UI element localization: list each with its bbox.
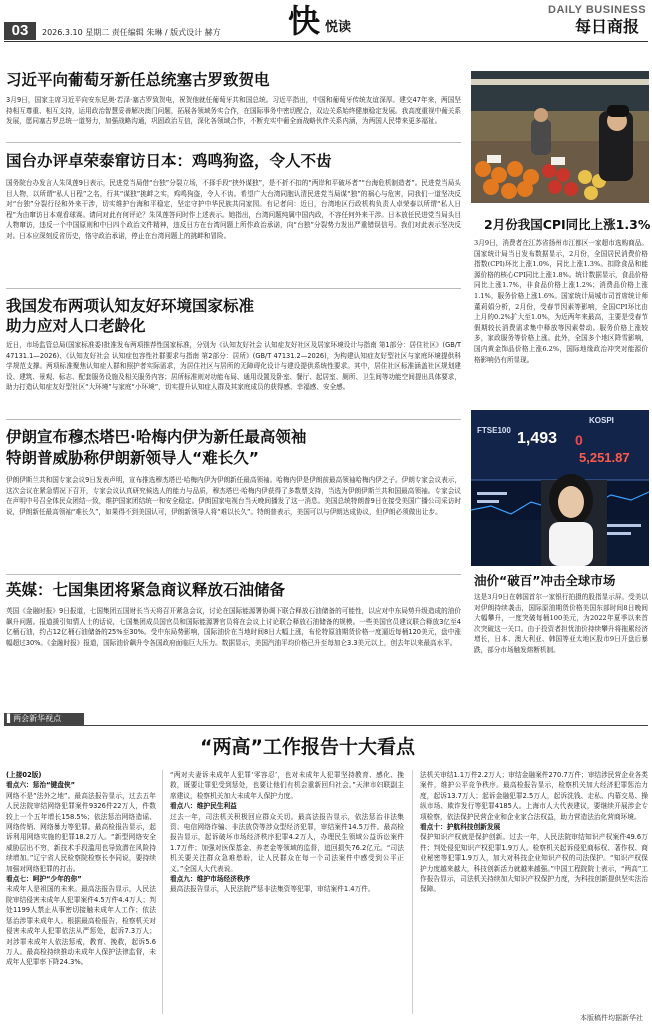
sidebar-body: 这是3月9日在韩国首尔一家银行拍摄的股指显示屏。受美以对伊朗持续袭击，国际原油期货价格美国东部时间8日晚间大幅攀升，一度突破每桶100美元，为2022年夏季以来首次突破这一关口。由于投资者担忧油价持续攀升将拖累经济增长，日本、澳大利亚、韩国等亚太地区股市9日开盘后暴跌，部分市场触发熔断机制。 (474, 593, 648, 654)
text-column (420, 770, 648, 1010)
divider (6, 142, 461, 143)
column-divider (412, 770, 413, 1014)
subheading: 看点十：护航科技创新发展 (420, 823, 501, 832)
sidebar-title: 油价“破百”冲击全球市场 (474, 573, 616, 588)
paragraph: 过去一年，司法机关积极回应群众关切。最高法报告显示，依法惩治非法集资、电信网络诈骗、非法放贷等涉众型经济犯罪，审结案件14.5万件。最高检报告显示，起诉破坏市场经济秩序犯罪4.2万人，办理民生领域公益诉讼案件1.7万件；加强对医保基金、养老金等领域的监督，追回损失76.2亿元。“司法机关要关注群众急难愁盼，让人民群众在每一个司法案件中感受到公平正义。”全国人大代表说。 (170, 812, 404, 873)
section-logo-big: 快 (288, 2, 321, 40)
article-body: 英国《金融时报》9日报道，七国集团五国财长当天将召开紧急会议，讨论在国际能源署协调下联合释放石油储备的可能性，以应对中东局势升级造成的油价飙升问题。报道援引知情人士的话说，七国集团成员国官员和国际能源署官员将在会议上讨论联合释放石油储备的规模。一些美国官员建议联合释放3亿至4亿桶石油，约占12亿桶石油储备的25%至30%。受中东局势影响，国际油价在当地时间8日大幅上涨，布伦特原油期货价格一度逼近每桶120美元，盘中涨幅超过30%。《金融时报》报道，国际油价飙升令各国政府面临巨大压力。数据显示，美国汽油平均价格已升至每加仑3.3美元以上，创去年以来最高水平。 (6, 607, 461, 647)
text-column (6, 770, 156, 1014)
newspaper-brand: 每日商报 (575, 17, 640, 36)
section-rule (4, 725, 648, 726)
screen-index-value: 1,493 (517, 430, 558, 447)
section-logo-small: 悦读 (325, 20, 352, 35)
supermarket-photo (471, 71, 649, 203)
column-divider (162, 770, 163, 1014)
supplement-title: “两高”工作报告十大看点 (200, 736, 415, 758)
article-title-line: 伊朗宣布穆杰塔巴·哈梅内伊为新任最高领袖 (6, 428, 307, 446)
article-body: 3月9日，国家主席习近平向安东尼奥·若泽·塞古罗致贺电，祝贺他就任葡萄牙共和国总统。习近平指出，中国和葡萄牙传统友谊深厚。建交47年来，两国坚持相互尊重、相互支持，运用政治智慧妥善解决澳门问题，拓展各领域务实合作，在国际事务中密切配合，双边关系始终健康稳定发展。我高度重视中葡关系发展，愿同塞古罗总统一道努力，加强战略沟通，巩固政治互信，深化各领域合作，不断充实中葡全面战略伙伴关系内涵，为两国人民带来更多福祉。 (6, 96, 461, 126)
subheading: 看点九：维护市场经济秩序 (170, 875, 251, 884)
article-title-line: 特朗普威胁称伊朗新领导人“难长久” (6, 449, 259, 467)
article-title: 国台办评卓荣泰窜访日本：鸡鸣狗盗，令人不齿 (6, 152, 332, 170)
section-tag: ▌两会新华视点 (4, 713, 84, 725)
screen-index-name: FTSE100 (477, 426, 511, 435)
subheading: 看点七：呵护“少年的你” (6, 875, 82, 884)
page-number: 03 (4, 22, 36, 40)
paragraph: 法机关审结1.1万件2.2万人；审结金融案件270.7万件；审结涉民营企业各类案件，维护公平竞争秩序。最高检报告显示，检察机关加大经济犯罪惩治力度，起诉13.7万人；起诉金融犯罪2.5万人，起诉洗钱、走私、内幕交易、操纵市场、欺诈发行等犯罪4185人。上海市人大代表建议，要继续开展涉企专项检察，依法保护民营企业和企业家合法权益，助力营造法治化营商环境。 (420, 771, 648, 821)
dateline: 2026.3.10 星期二 责任编辑 朱琳 / 版式设计 赫方 (42, 28, 221, 37)
screen-index-change: 0 (575, 432, 583, 448)
subheading: 看点六：惩治“键盘侠” (6, 781, 75, 790)
stock-screen-photo (471, 410, 649, 566)
article-title: 英媒：七国集团将紧急商议释放石油储备 (6, 581, 286, 599)
paragraph: 保护知识产权就是保护创新。过去一年，人民法院审结知识产权案件49.6万件；判处侵犯知识产权犯罪1.9万人。检察机关起诉侵犯商标权、著作权、商业秘密等犯罪1.9万人，加大对科技企业知识产权的司法保护。“知识产权保护力度越来越大，科技创新活力就越来越强。”中国工程院院士表示，“两高”工作报告显示，司法机关持续加大知识产权保护力度，为科技创新提供坚实法治保障。 (420, 833, 648, 894)
header-rule (4, 41, 648, 42)
page-footer-credit: 本版稿件均据新华社 (580, 1014, 643, 1022)
article-title-line: 我国发布两项认知友好环境国家标准 (6, 297, 255, 315)
sidebar-body: 3月9日，消费者在江苏省扬州市江都区一家超市选购商品。国家统计局当日发布数据显示，2月份，全国居民消费价格指数(CPI)环比上涨1.0%，同比上涨1.3%。扣除食品和能源价格的核心CPI同比上涨1.8%。统计数据显示，食品价格同比上涨1.7%，非食品价格上涨1.2%；消费品价格上涨1.1%，服务价格上涨1.6%。国家统计局城市司首席统计师董莉娟分析，2月份，受春节因素等影响，全国CPI环比由上月的0.2%扩大至1.0%，为近两年来最高，主要是受春节假期较长消费需求集中释放等因素带动。服务价格上涨较多，家政服务等价格上涨。此外，全国多个地区降雪影响，国内黄金饰品价格上涨6.2%，国际地缘政治冲突对能源价格影响仍有所显现。 (474, 239, 648, 364)
article-body: 近日，市场监管总局(国家标准委)批准发布两项推荐性国家标准，分别为《认知友好社会 认知症友好社区及居家环境设计与指南 第1部分：居住社区》(GB/T 47131.1—2026)、《认知友好社会 认知症包容性社群要求与指南 第2部分：居所》(GB/T 47131.2—2026)，为构建认知症友好型社区与家庭环境提供科学规范支撑。两项标准聚焦认知症人群和照护者实际需求，为居住社区与居所的无障碍化设计与建设提供系统性要求。其中，居住社区标准涵盖社区规划建设、建筑、景观、标志、配套服务设施及相关服务内容；居所标准则对功能布局、通用设置及卧室、餐厅、起居室、厕所、卫生间等功能空间提出具体要求，助力打造认知症友好型社区“大环境”与家庭“小环境”，切实提升认知症人群及其家庭成员的获得感、幸福感、安全感。 (6, 341, 461, 392)
paragraph: 网络不是“法外之地”。最高法报告显示，过去五年人民法院审结网络犯罪案件9326件22万人，件数较上一个五年增长158.5%；依法惩治网络造谣、网络传销、网络暴力等犯罪。最高检报告显示，起诉利用网络实施的犯罪18.2万人。“新型网络安全威胁层出不穷，新技术手段滥用也导致潜在风险持续增加。”辽宁省人民检察院检察长李同说，要持续加强对网络犯罪的打击。 (6, 791, 156, 873)
subheading: 看点八：维护民生利益 (170, 802, 237, 811)
screen-kospi-value: 5,251.87 (579, 450, 630, 465)
paragraph: 未成年人是祖国的未来。最高法报告显示，人民法院审结侵害未成年人犯罪案件4.5万件4.4万人；判处1199人禁止从事密切接触未成年人工作；依法惩治涉罪未成年人。根据最高检报告，检察机关对侵害未成年人犯罪依法从严惩处，起诉7.3万人；对涉罪未成年人依法惩戒，教育、挽救，起诉5.6万人。最高检持续推动未成年人保护法律监督，未成年人犯罪率下降24.3%。 (6, 885, 156, 967)
screen-kospi-label: KOSPI (589, 416, 614, 425)
column-note: (上接02版) (6, 771, 42, 779)
divider (6, 288, 461, 289)
english-masthead: DAILY BUSINESS (548, 4, 647, 16)
text-column (170, 770, 404, 1014)
divider (6, 419, 461, 420)
paragraph: “两对夫妻诉未成年人犯罪‘零容忍’，也对未成年人犯罪坚持教育、感化、挽救，既要让罪犯受到惩处，也要让他们有机会重新回归社会。”天津市妇联副主席建议，检察机关加大未成年人保护力度。 (170, 771, 404, 800)
article-body: 国务院台办发言人朱凤莲9日表示，民进党当局借“台独”分裂立场，不择手段“挟外谋独”，是不折不扣的“两岸和平破坏者”“台海危机制造者”。民进党当局头目人物，以所谓“私人日程”之名，行其“谋独”挑衅之实，鸡鸣狗盗，令人不齿。希望广大台湾同胞认清民进党当局谋“独”的祸心与危害，同我们一道坚决反对“台独”分裂行径和外来干涉，切实维护台海和平稳定，坚定守护中华民族共同家园。有记者问：近日，台湾地区行政机构负责人卓荣泰以所谓“私人日程”为由窜访日本观看球赛。请问对此有何评论？朱凤莲答问时作上述表示。她指出，台湾问题纯属中国内政，不容任何外来干涉。日本放任民进党当局头目人物窜访，违反一个中国原则和中日四个政治文件精神，违反日方在台湾问题上所作政治承诺，向“台独”分裂势力发出严重错误信号。我们对此表示坚决反对。日本应深刻反省历史，恪守政治承诺，停止在台湾问题上的挑衅和冒险。 (6, 179, 461, 240)
article-title-line: 助力应对人口老龄化 (6, 317, 146, 335)
paragraph: 最高法报告显示，人民法院严惩非法集资等犯罪，审结案件1.4万件。 (170, 885, 375, 894)
divider (6, 574, 461, 575)
masthead (0, 0, 652, 42)
article-body: 伊朗伊斯兰共和国专家会议9日发表声明，宣布推选穆杰塔巴·哈梅内伊为伊朗新任最高领袖。哈梅内伊是伊朗前最高领袖哈梅内伊之子。伊朗专家会议表示，这次会议在紧急情况下召开，专家会议认真研究候选人的能力与品质，穆杰塔巴·哈梅内伊获得了多数票支持，当选为伊朗伊斯兰共和国最高领袖。专家会议在声明中号召全体民众团结一致，维护国家团结统一和安全稳定。伊朗国家电视台当天晚间播发了这一消息。美国总统特朗普9日在接受美国广播公司采访时说，伊朗新任最高领袖“难长久”，如果得不到美国认可，伊朗新领导人将“难以长久”。特朗普表示，美国可以与伊朗达成协议，但伊朗必须做出让步。 (6, 476, 461, 516)
article-title: 习近平向葡萄牙新任总统塞古罗致贺电 (6, 71, 270, 89)
sidebar-title: 2月份我国CPI同比上涨1.3% (484, 217, 651, 232)
